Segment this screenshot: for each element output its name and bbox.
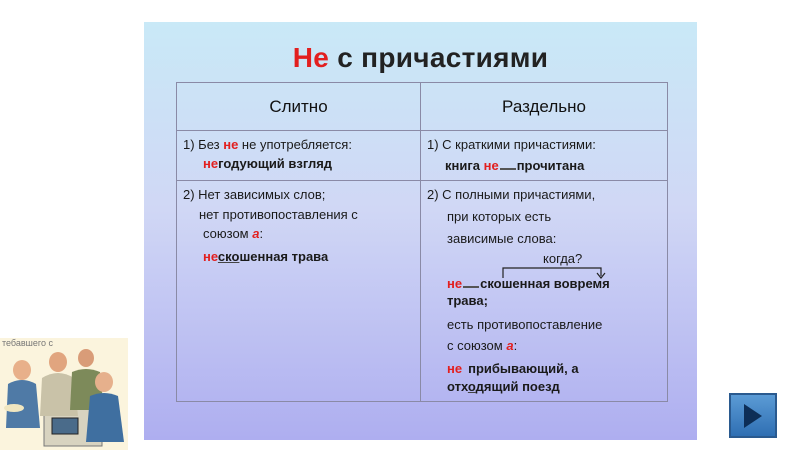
left-example-2-rest: шенная трава	[239, 249, 329, 264]
left-example-2-root: ско	[217, 249, 240, 264]
left-rule-2-line2: нет противопоставления с	[199, 207, 358, 222]
right-rule-2-line3: зависимые слова:	[447, 231, 557, 246]
right-example-3-line1	[447, 361, 579, 376]
header-left: Слитно	[177, 83, 421, 131]
right-example-3-line2	[447, 379, 560, 394]
left-rule-1-text	[183, 137, 352, 152]
right-example-3-ne: не	[447, 361, 463, 376]
right-example-3-pre: отх	[447, 379, 468, 394]
title-rest: с причастиями	[329, 42, 549, 73]
right-example-3-rest: прибывающий, а	[468, 361, 579, 376]
right-example-1-post: прочитана	[516, 158, 585, 173]
separation-mark	[463, 275, 479, 288]
title-accent: Не	[292, 42, 330, 73]
right-rule-2-line2: при которых есть	[447, 209, 552, 224]
left-rule-2-union-prefix: союзом	[203, 226, 253, 241]
left-rule-2-union-a: а	[252, 226, 260, 241]
right-rule-2-line5	[447, 338, 517, 353]
right-example-2-rest: скошенная вовремя	[480, 276, 610, 291]
next-slide-button[interactable]	[729, 393, 777, 438]
left-rule-2-line1: 2) Нет зависимых слов;	[183, 187, 326, 202]
rules-table	[176, 82, 668, 402]
left-rule-2	[177, 181, 421, 401]
right-rule-2	[421, 181, 667, 401]
right-union-colon: :	[513, 338, 518, 353]
next-arrow-icon	[744, 404, 762, 428]
left-rule-2-example	[203, 249, 328, 264]
question-word: когда?	[543, 251, 583, 266]
left-rule-1-ne: не	[223, 137, 239, 152]
right-union-prefix: с союзом	[447, 338, 507, 353]
right-example-3-vowel: о	[467, 379, 476, 394]
right-example-1-pre: книга	[445, 158, 484, 173]
right-example-1-ne: не	[483, 158, 499, 173]
left-rule-2-colon: :	[259, 226, 264, 241]
right-union-a: а	[506, 338, 514, 353]
right-rule-1	[421, 131, 667, 181]
right-example-2-line1	[447, 275, 610, 291]
right-example-3-post: дящий поезд	[475, 379, 560, 394]
page-title	[144, 42, 697, 74]
left-rule-1-example	[203, 156, 332, 171]
people-illustration-icon	[0, 338, 128, 450]
left-rule-1	[177, 131, 421, 181]
business-people-clipart	[0, 338, 128, 450]
right-rule-2-line1: 2) С полными причастиями,	[427, 187, 596, 202]
clipart-caption: тебавшего с	[2, 338, 53, 348]
separation-mark	[500, 157, 516, 170]
right-example-2-line2: трава;	[447, 293, 488, 308]
right-rule-1-example	[445, 157, 584, 173]
left-example-1-ne: не	[203, 156, 219, 171]
left-rule-1-prefix: 1) Без	[183, 137, 224, 152]
left-example-1-rest: годующий взгляд	[218, 156, 333, 171]
right-rule-2-line4: есть противопоставление	[447, 317, 603, 332]
header-right: Раздельно	[421, 83, 667, 131]
left-rule-2-line3	[203, 226, 263, 241]
left-example-2-ne: не	[203, 249, 218, 264]
right-example-2-ne: не	[447, 276, 463, 291]
left-rule-1-suffix: не употребляется:	[238, 137, 352, 152]
right-rule-1-text: 1) С краткими причастиями:	[427, 137, 596, 152]
